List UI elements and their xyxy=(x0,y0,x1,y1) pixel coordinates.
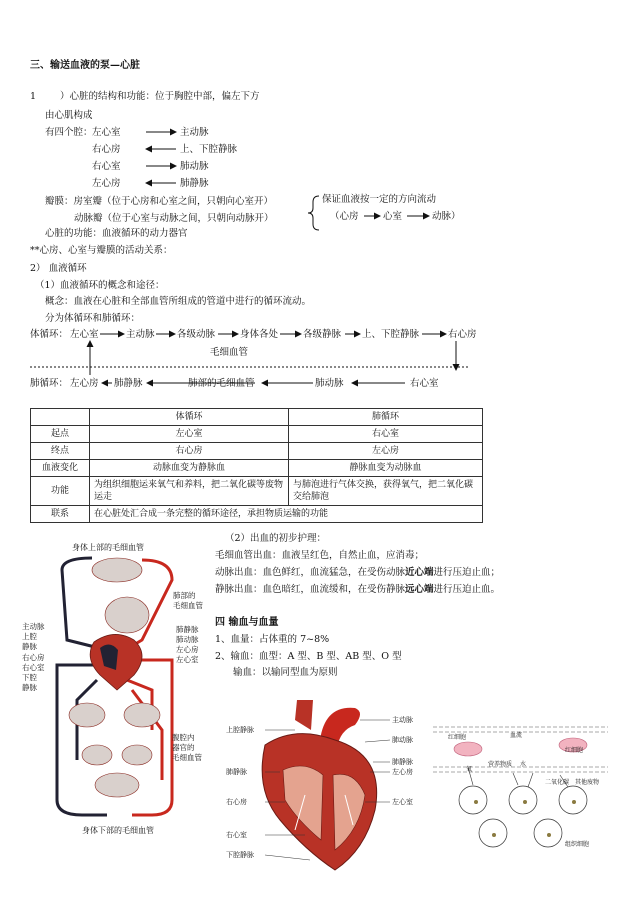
body-right-low-1: 器官的 xyxy=(172,743,195,752)
heart-left-label-0: 上腔静脉 xyxy=(226,726,254,734)
capillary-label: 毛细血管 xyxy=(210,347,249,358)
table-row xyxy=(31,426,483,443)
systemic-label: 体循环： xyxy=(30,329,69,340)
bleeding-vein-a: 静脉出血：血色暗红，血流缓和，在受伤静脉 xyxy=(215,584,406,595)
heart-left-label-2: 右心房 xyxy=(226,798,247,806)
body-right-label-3: 肺动脉 xyxy=(176,635,199,644)
body-right-label-2: 肺静脉 xyxy=(176,625,199,634)
cell-label-7: 其他废物 xyxy=(575,779,600,786)
chamber-1: 右心房 xyxy=(92,144,121,155)
table-row xyxy=(31,443,483,460)
bleeding-artery-c: 进行压迫止血； xyxy=(433,567,501,578)
pulmonary-2: 肺部的毛细血管 xyxy=(188,378,255,389)
systemic-6: 右心房 xyxy=(448,329,477,340)
systemic-0: 左心室 xyxy=(70,329,99,340)
chamber-arrows xyxy=(0,0,640,200)
table-cell: 为组织细胞运来氧气和养料，把二氧化碳等废物运走 xyxy=(90,477,289,506)
systemic-1: 主动脉 xyxy=(126,329,155,340)
cell-label-5: 水 xyxy=(520,761,527,768)
s1-text: ）心脏的结构和功能：位于胸腔中部，偏左下方 xyxy=(60,91,260,102)
heart-right-label-3: 左心房 xyxy=(392,768,413,776)
table-header-row xyxy=(31,409,483,426)
s4-line1: 1、血量：占体重的 7~8% xyxy=(215,634,330,645)
table-cell: 功能 xyxy=(31,477,90,506)
pulmonary-1: 肺静脉 xyxy=(114,378,143,389)
heart-left-label-3: 右心室 xyxy=(226,831,247,839)
heart-right-label-2: 肺静脉 xyxy=(392,758,413,766)
table-row xyxy=(31,506,483,523)
chamber-0: 左心室 xyxy=(92,127,121,138)
systemic-5: 上、下腔静脉 xyxy=(362,329,420,340)
bleeding-vein-c: 进行压迫止血。 xyxy=(433,584,501,595)
chambers-intro: 有四个腔： xyxy=(45,127,93,138)
table-cell: 动脉血变为静脉血 xyxy=(90,460,289,477)
table-cell: 起点 xyxy=(31,426,90,443)
s1-muscle: 由心肌构成 xyxy=(45,110,93,121)
s2-heading: 2） 血液循环 xyxy=(30,263,87,274)
pulmonary-4: 右心室 xyxy=(410,378,439,389)
body-left-label-4: 右心室 xyxy=(22,663,45,672)
body-left-label-3: 右心房 xyxy=(22,653,45,662)
circulation-arrows xyxy=(0,325,640,405)
body-top-label: 身体上部的毛细血管 xyxy=(72,543,144,552)
vessel-3: 肺静脉 xyxy=(180,178,209,189)
table-cell: 在心脏处汇合成一条完整的循环途径，承担物质运输的功能 xyxy=(90,506,483,523)
body-circulation-diagram xyxy=(22,540,212,835)
table-cell: 左心房 xyxy=(289,443,483,460)
heart-left-label-4: 下腔静脉 xyxy=(226,851,254,859)
cell-label-3: 氧 xyxy=(466,766,473,773)
vessel-0: 主动脉 xyxy=(180,127,209,138)
s2-concept: 概念：血液在心脏和全部血管所组成的管道中进行的循环流动。 xyxy=(45,296,312,307)
bleeding-capillary: 毛细血管出血：血液呈红色，自然止血，应消毒； xyxy=(215,550,425,561)
flow-1: 心室 xyxy=(383,211,403,222)
bleeding-artery-a: 动脉出血：血色鲜红，血流猛急，在受伤动脉 xyxy=(215,567,406,578)
valve-1: 瓣膜：房室瓣（位于心房和心室之间，只朝向心室开） xyxy=(45,196,274,207)
table-cell: 右心房 xyxy=(90,443,289,460)
body-left-label-5: 下腔 xyxy=(22,673,37,682)
s4-line3: 输血：以输同型血为原则 xyxy=(233,667,338,678)
body-left-label-6: 静脉 xyxy=(22,683,37,692)
table-header-0 xyxy=(31,409,90,426)
pulmonary-0: 左心房 xyxy=(70,378,99,389)
s2-sub1: （1）血液循环的概念和途径： xyxy=(35,280,165,291)
cell-label-1: 血流 xyxy=(510,732,523,739)
table-cell: 联系 xyxy=(31,506,90,523)
section-title: 三、输送血液的泵—心脏 xyxy=(30,60,140,71)
cell-label-6: 二氧化碳 xyxy=(545,779,570,786)
cell-label-0: 红细胞 xyxy=(448,734,467,741)
heart-right-label-1: 肺动脉 xyxy=(392,736,413,744)
systemic-3: 身体各处 xyxy=(240,329,279,340)
bleeding-vein xyxy=(215,584,500,596)
body-left-label-0: 主动脉 xyxy=(22,622,45,631)
body-right-label-5: 左心室 xyxy=(176,655,199,664)
circulation-table xyxy=(30,408,483,523)
s1-num: 1 xyxy=(30,91,37,102)
table-row xyxy=(31,460,483,477)
body-left-label-2: 静脉 xyxy=(22,642,37,651)
bleeding-artery-b: 近心端 xyxy=(405,567,434,578)
heart-left-label-1: 肺静脉 xyxy=(226,768,247,776)
table-cell: 右心室 xyxy=(289,426,483,443)
brace-text: 保证血液按一定的方向流动 xyxy=(322,194,437,205)
table-cell: 左心室 xyxy=(90,426,289,443)
pulmonary-label: 肺循环： xyxy=(30,378,69,389)
bleeding-title: （2）出血的初步护理： xyxy=(225,533,327,544)
vessel-2: 肺动脉 xyxy=(180,161,209,172)
flow-2: 动脉） xyxy=(432,211,461,222)
body-right-label-1: 毛细血管 xyxy=(173,601,203,610)
s2-divide: 分为体循环和肺循环： xyxy=(45,313,141,324)
heart-function: 心脏的功能：血液循环的动力器官 xyxy=(45,228,188,239)
heart-right-label-0: 主动脉 xyxy=(392,716,413,724)
chamber-3: 左心房 xyxy=(92,178,121,189)
bleeding-artery xyxy=(215,567,500,579)
bleeding-vein-b: 远心端 xyxy=(405,584,434,595)
s4-heading: 四 输血与血量 xyxy=(215,617,279,628)
body-right-low-0: 腹腔内 xyxy=(172,733,195,742)
chamber-2: 右心室 xyxy=(92,161,121,172)
systemic-2: 各级动脉 xyxy=(177,329,216,340)
body-right-label-4: 左心房 xyxy=(176,645,199,654)
table-header-2: 肺循环 xyxy=(289,409,483,426)
vessel-1: 上、下腔静脉 xyxy=(180,144,238,155)
relation-note: **心房、心室与瓣膜的活动关系： xyxy=(30,245,173,256)
flow-0: （心房 xyxy=(330,211,359,222)
cell-label-2: 红细胞 xyxy=(565,747,584,754)
table-header-1: 体循环 xyxy=(90,409,289,426)
pulmonary-3: 肺动脉 xyxy=(315,378,344,389)
table-row xyxy=(31,477,483,506)
table-cell: 终点 xyxy=(31,443,90,460)
body-bottom-label: 身体下部的毛细血管 xyxy=(82,826,154,835)
cell-label-4: 营养物质 xyxy=(488,761,513,768)
s4-line2: 2、输血：血型：A 型、B 型、AB 型、O 型 xyxy=(215,651,402,662)
table-cell: 血液变化 xyxy=(31,460,90,477)
cell-label-8: 组织细胞 xyxy=(565,841,590,848)
body-right-low-2: 毛细血管 xyxy=(172,753,202,762)
heart-right-label-4: 左心室 xyxy=(392,798,413,806)
body-left-label-1: 上腔 xyxy=(22,632,37,641)
body-right-label-0: 肺部的 xyxy=(173,591,196,600)
valve-2: 动脉瓣（位于心室与动脉之间，只朝向动脉开） xyxy=(74,213,274,224)
systemic-4: 各级静脉 xyxy=(303,329,342,340)
table-cell: 与肺泡进行气体交换，获得氧气，把二氧化碳交给肺泡 xyxy=(289,477,483,506)
table-cell: 静脉血变为动脉血 xyxy=(289,460,483,477)
